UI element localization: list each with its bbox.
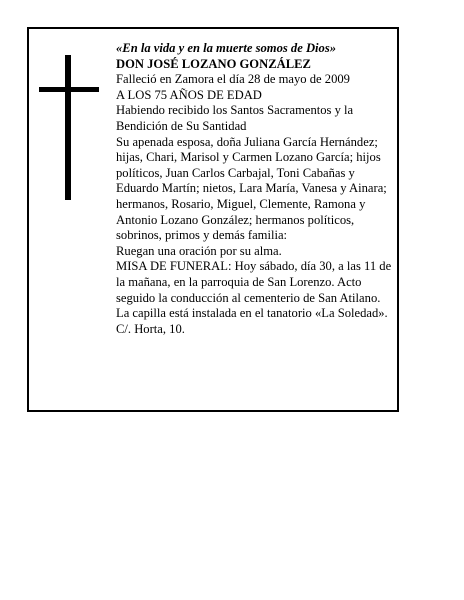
- family-line: Eduardo Martín; nietos, Lara María, Vanesa y Ainara;: [116, 181, 387, 196]
- address-line: C/. Horta, 10.: [116, 321, 185, 336]
- cross-horizontal-bar: [39, 87, 99, 92]
- family-line: Antonio Lozano González; hermanos políticos,: [116, 212, 355, 227]
- death-date-line: Falleció en Zamora el día 28 de mayo de 2009: [116, 72, 350, 87]
- sacraments-line: Habiendo recibido los Santos Sacramentos y la: [116, 103, 354, 118]
- deceased-name: DON JOSÉ LOZANO GONZÁLEZ: [116, 56, 311, 71]
- cross-vertical-bar: [65, 55, 71, 200]
- family-line: políticos, Juan Carlos Carbajal, Toni Cabañas y: [116, 165, 355, 180]
- obituary-text: [116, 41, 402, 337]
- funeral-mass-line: seguido la conducción al cementerio de San Atilano.: [116, 290, 381, 305]
- funeral-mass-line: la mañana, en la parroquia de San Lorenzo. Acto: [116, 274, 362, 289]
- family-line: sobrinos, primos y demás familia:: [116, 228, 288, 243]
- cross-icon: [39, 55, 99, 200]
- family-line: hermanos, Rosario, Miguel, Clemente, Ramona y: [116, 196, 366, 211]
- motto: «En la vida y en la muerte somos de Dios»: [116, 41, 337, 55]
- family-line: Su apenada esposa, doña Juliana García Hernández;: [116, 134, 378, 149]
- sacraments-line: Bendición de Su Santidad: [116, 118, 247, 133]
- obituary-notice: [27, 27, 399, 412]
- chapel-line: La capilla está instalada en el tanatorio «La Soledad».: [116, 306, 388, 321]
- funeral-mass-line: MISA DE FUNERAL: Hoy sábado, día 30, a las 11 de: [116, 259, 392, 274]
- prayer-line: Ruegan una oración por su alma.: [116, 243, 282, 258]
- age-line: A LOS 75 AÑOS DE EDAD: [116, 87, 262, 102]
- family-line: hijas, Chari, Marisol y Carmen Lozano García; hijos: [116, 150, 381, 165]
